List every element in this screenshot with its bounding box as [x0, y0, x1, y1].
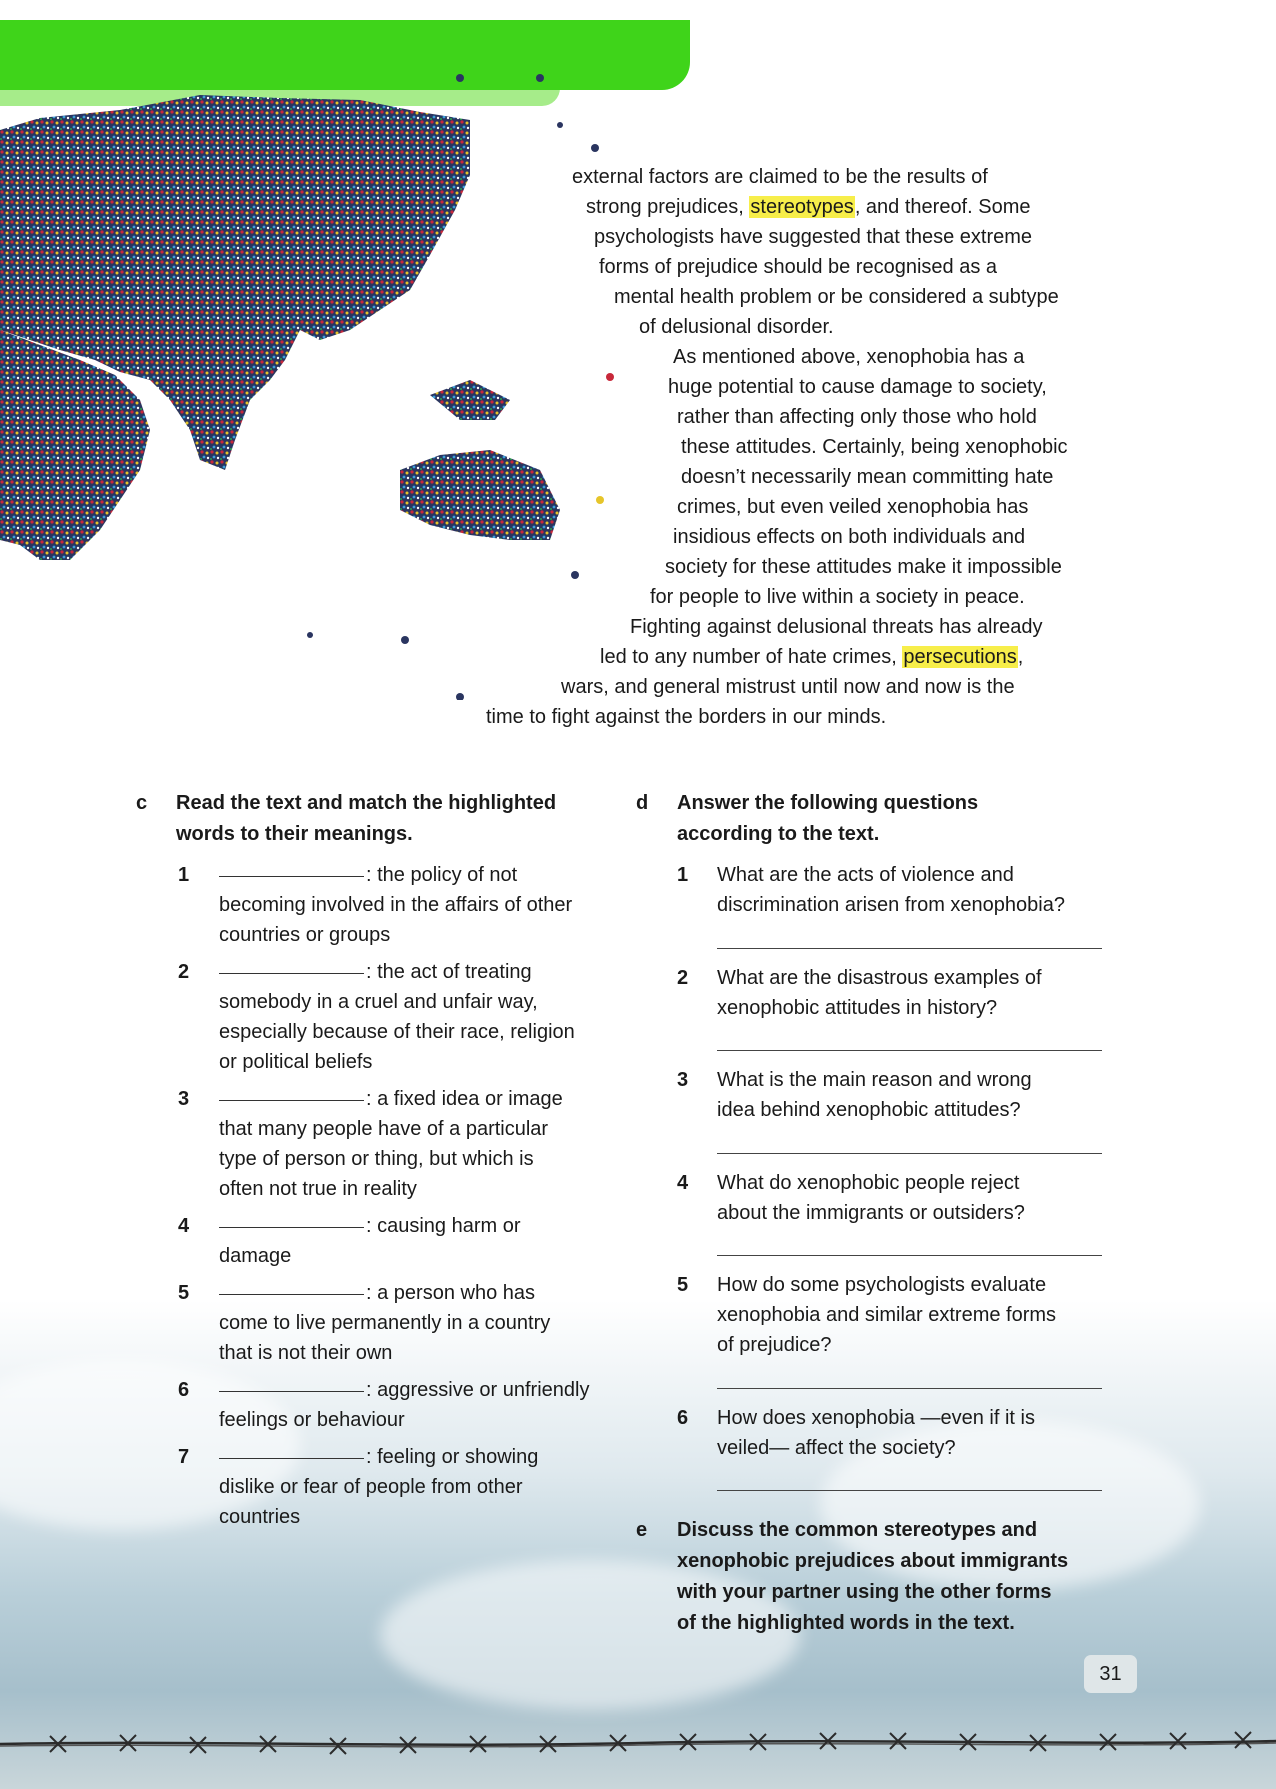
crowd-world-map-image [0, 0, 700, 700]
answer-line[interactable] [717, 948, 1102, 949]
reading-line: doesn’t necessarily mean committing hate [681, 466, 1054, 488]
highlighted-word-persecutions: persecutions [903, 646, 1017, 668]
d-question-number: 6 [677, 1407, 689, 1429]
c-item-text: : aggressive or unfriendly [366, 1379, 590, 1401]
c-item-text: come to live permanently in a country [219, 1312, 551, 1334]
blank-line [219, 876, 364, 877]
blank-line [219, 973, 364, 974]
reading-line [586, 192, 1030, 222]
reading-line: mental health problem or be considered a subtype [614, 286, 1059, 308]
c-item-text: damage [219, 1245, 292, 1267]
d-question-text: xenophobia and similar extreme forms [717, 1304, 1057, 1326]
reading-line: As mentioned above, xenophobia has a [673, 346, 1025, 368]
d-question-text: of prejudice? [717, 1334, 832, 1356]
c-item-text: : a fixed idea or image [366, 1088, 563, 1110]
section-c-instruction: words to their meanings. [176, 823, 413, 845]
c-item-text: : the act of treating [366, 961, 532, 983]
d-question-number: 1 [677, 864, 689, 886]
section-d-instruction: Answer the following questions [677, 792, 979, 814]
section-e-instruction: xenophobic prejudices about immigrants [677, 1550, 1069, 1572]
se-asia-islands [430, 380, 510, 420]
highlighted-word-stereotypes: stereotypes [750, 196, 854, 218]
reading-line: society for these attitudes make it impossible [665, 556, 1062, 578]
reading-line [600, 642, 1023, 672]
blank-line [219, 1100, 364, 1101]
australia-region [400, 450, 560, 540]
blank-line [219, 1294, 364, 1295]
blank-line [219, 1391, 364, 1392]
reading-line: psychologists have suggested that these extreme [594, 226, 1033, 248]
d-question-number: 3 [677, 1069, 689, 1091]
d-question-text: What are the acts of violence and [717, 864, 1014, 886]
c-item-4 [219, 1211, 521, 1241]
section-e-instruction: Discuss the common stereotypes and [677, 1519, 1038, 1541]
reading-line: rather than affecting only those who hold [677, 406, 1037, 428]
blank-line [219, 1227, 364, 1228]
d-question-text: veiled— affect the society? [717, 1437, 956, 1459]
reading-line: external factors are claimed to be the results of [572, 166, 988, 188]
reading-line: of delusional disorder. [639, 316, 834, 338]
answer-line[interactable] [717, 1050, 1102, 1051]
section-e-instruction: of the highlighted words in the text. [677, 1612, 1015, 1634]
c-item-text: dislike or fear of people from other [219, 1476, 523, 1498]
c-item-2 [219, 957, 532, 987]
c-item-text: countries or groups [219, 924, 391, 946]
c-item-text: : feeling or showing [366, 1446, 539, 1468]
c-item-number: 2 [178, 961, 190, 983]
c-item-6 [219, 1375, 589, 1405]
c-item-number: 5 [178, 1282, 190, 1304]
reading-text: led to any number of hate crimes, [600, 646, 903, 668]
answer-line[interactable] [717, 1388, 1102, 1389]
d-question-text: idea behind xenophobic attitudes? [717, 1099, 1021, 1121]
c-item-text: that many people have of a particular [219, 1118, 549, 1140]
c-item-text: : a person who has [366, 1282, 535, 1304]
answer-line[interactable] [717, 1490, 1102, 1491]
c-item-number: 3 [178, 1088, 190, 1110]
section-d-instruction: according to the text. [677, 823, 880, 845]
c-item-3 [219, 1084, 563, 1114]
c-item-text: somebody in a cruel and unfair way, [219, 991, 538, 1013]
c-item-text: : causing harm or [366, 1215, 521, 1237]
reading-line: crimes, but even veiled xenophobia has [677, 496, 1029, 518]
d-question-text: xenophobic attitudes in history? [717, 997, 998, 1019]
reading-text: , [1017, 646, 1024, 668]
c-item-text: becoming involved in the affairs of other [219, 894, 573, 916]
reading-line: wars, and general mistrust until now and now is the [561, 676, 1015, 698]
c-item-text: feelings or behaviour [219, 1409, 405, 1431]
section-c-instruction: Read the text and match the highlighted [176, 792, 557, 814]
section-letter-e: e [636, 1519, 648, 1541]
c-item-1 [219, 860, 517, 890]
reading-line: forms of prejudice should be recognised as a [599, 256, 998, 278]
answer-line[interactable] [717, 1255, 1102, 1256]
c-item-number: 4 [178, 1215, 190, 1237]
reading-line: Fighting against delusional threats has already [630, 616, 1043, 638]
page-number: 31 [1084, 1655, 1137, 1693]
c-item-text: especially because of their race, religion [219, 1021, 575, 1043]
c-item-5 [219, 1278, 535, 1308]
c-item-text: : the policy of not [366, 864, 518, 886]
c-item-text: often not true in reality [219, 1178, 417, 1200]
section-e-instruction: with your partner using the other forms [677, 1581, 1052, 1603]
c-item-text: or political beliefs [219, 1051, 373, 1073]
d-question-text: What is the main reason and wrong [717, 1069, 1032, 1091]
d-question-text: How do some psychologists evaluate [717, 1274, 1047, 1296]
d-question-text: What do xenophobic people reject [717, 1172, 1020, 1194]
d-question-number: 5 [677, 1274, 689, 1296]
reading-text: , and thereof. Some [854, 196, 1031, 218]
reading-line: huge potential to cause damage to society, [668, 376, 1047, 398]
d-question-text: discrimination arisen from xenophobia? [717, 894, 1065, 916]
d-question-text: about the immigrants or outsiders? [717, 1202, 1025, 1224]
c-item-number: 1 [178, 864, 190, 886]
d-question-text: How does xenophobia —even if it is [717, 1407, 1035, 1429]
barbed-wire-image [0, 1722, 1276, 1762]
d-question-number: 2 [677, 967, 689, 989]
d-question-text: What are the disastrous examples of [717, 967, 1042, 989]
c-item-number: 7 [178, 1446, 190, 1468]
answer-line[interactable] [717, 1153, 1102, 1154]
c-item-text: type of person or thing, but which is [219, 1148, 534, 1170]
c-item-7 [219, 1442, 538, 1472]
reading-line: time to fight against the borders in our minds. [486, 706, 887, 728]
d-question-number: 4 [677, 1172, 689, 1194]
c-item-number: 6 [178, 1379, 190, 1401]
reading-line: insidious effects on both individuals and [673, 526, 1026, 548]
c-item-text: that is not their own [219, 1342, 393, 1364]
reading-line: for people to live within a society in peace. [650, 586, 1025, 608]
c-item-text: countries [219, 1506, 301, 1528]
blank-line [219, 1458, 364, 1459]
section-letter-d: d [636, 792, 649, 814]
section-letter-c: c [136, 792, 148, 814]
reading-text: strong prejudices, [586, 196, 750, 218]
reading-line: these attitudes. Certainly, being xenophobic [681, 436, 1068, 458]
